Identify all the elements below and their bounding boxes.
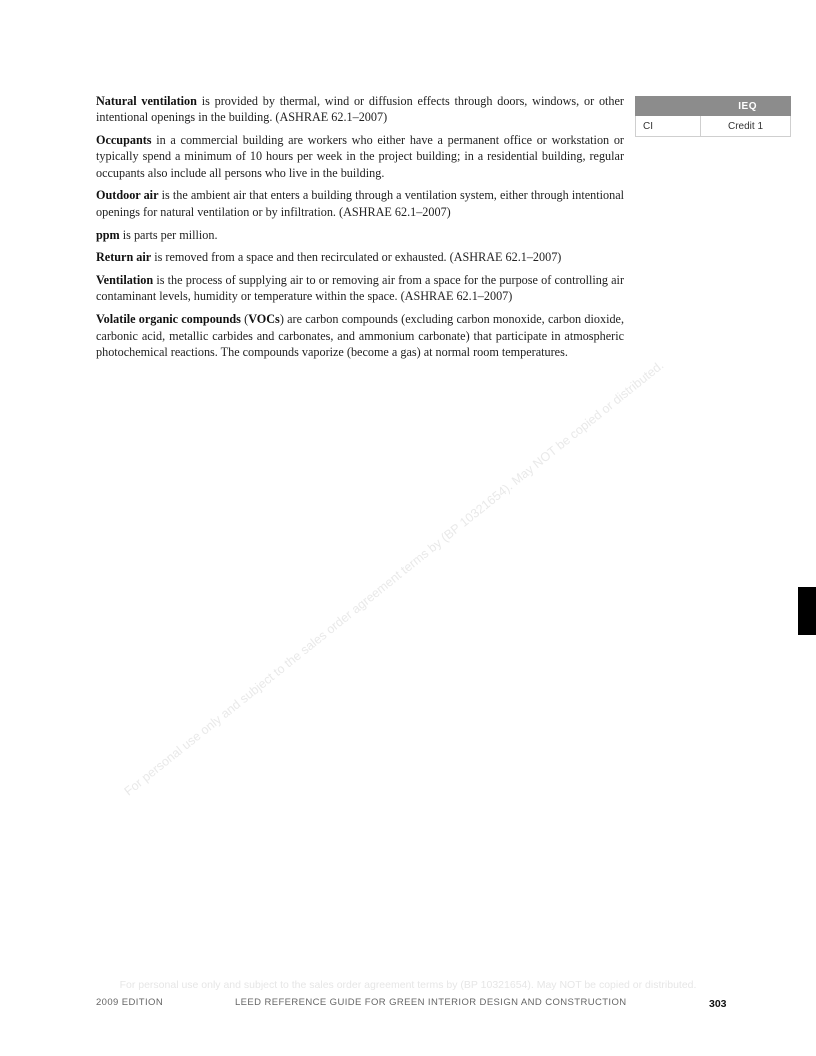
definition-term: Outdoor air [96,188,159,203]
ieq-table-row [635,116,791,137]
footer-edition: 2009 EDITION [96,997,164,1008]
definition-text: is removed from a space and then recirculated or exhausted. (ASHRAE 62.1–2007) [151,250,562,265]
footer-watermark: For personal use only and subject to the sales order agreement terms by (BP 10321654). May NOT be copied or distributed. [119,979,697,991]
definition-term: ppm [96,227,120,242]
ieq-table-header: IEQ [635,96,791,116]
definition-term: Natural ventilation [96,94,197,108]
definition-outdoor-air [96,187,624,220]
definition-term: Return air [96,250,152,265]
definition-vocs [96,311,624,360]
definition-term: Ventilation [96,273,154,288]
definition-ppm [96,227,624,243]
definition-term: Volatile organic compounds [96,312,241,327]
diagonal-watermark: For personal use only and subject to the sales order agreement terms by (BP 10321654). May NOT be copied or distributed. [121,358,667,799]
definition-return-air [96,249,624,265]
ieq-table-cell-credit: Credit 1 [727,120,763,132]
ieq-table-cell-rating-system: CI [636,116,701,136]
definition-text: in a commercial building are workers who either have a permanent office or workstation or typically spend a minimum of 10 hours per week in the project building; in a residential building, regular occupants also include all persons who live in the building. [96,133,624,180]
definitions-list [96,93,624,367]
definition-occupants [96,132,624,181]
page-number: 303 [709,998,727,1010]
definition-abbreviation: VOCs [248,312,280,327]
definition-term: Occupants [96,133,152,148]
footer-book-title: LEED REFERENCE GUIDE FOR GREEN INTERIOR DESIGN AND CONSTRUCTION [235,997,627,1008]
definition-text: is the process of supplying air to or removing air from a space for the purpose of controlling air contaminant levels, humidity or temperature within the space. (ASHRAE 62.1–2007) [96,273,624,304]
definition-text: is the ambient air that enters a building through a ventilation system, either through intentional openings for natural ventilation or by infiltration. (ASHRAE 62.1–2007) [96,188,624,219]
definition-text: ) are carbon compounds (excluding carbon monoxide, carbon dioxide, carbonic acid, metallic carbides and carbonates, and ammonium carbonate) that participate in atmospheric photochemical reactions. The compounds vaporize (become a gas) at normal room temperatures. [96,312,624,359]
definition-text: is provided by thermal, wind or diffusion effects through doors, windows, or other intentional openings in the building. (ASHRAE 62.1–2007) [96,94,624,125]
definition-ventilation [96,272,624,305]
definition-punct: ( [240,312,249,327]
definition-natural-ventilation [96,93,624,126]
section-thumb-tab [798,587,816,635]
definition-text: is parts per million. [119,227,218,242]
ieq-credit-table [635,96,791,137]
